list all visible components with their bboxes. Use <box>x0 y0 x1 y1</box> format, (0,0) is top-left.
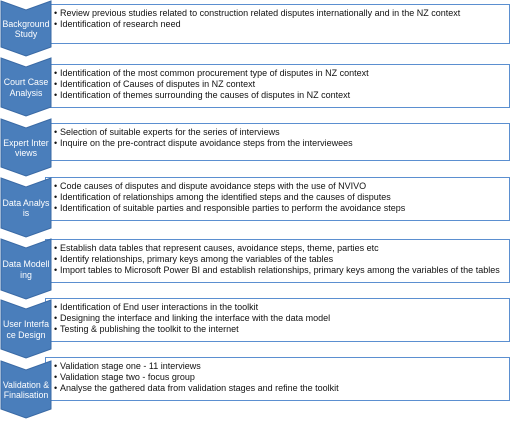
bullet-item: • Code causes of disputes and dispute avoidance steps with the use of NVIVO <box>54 181 503 192</box>
bullet-item: • Testing & publishing the toolkit to the internet <box>54 324 503 335</box>
bullet-item: • Selection of suitable experts for the series of interviews <box>54 127 503 138</box>
bullet-list <box>54 243 503 277</box>
stage-detail-box <box>45 298 510 342</box>
stage-label: User Interface Design <box>3 319 49 340</box>
bullet-list <box>54 8 503 30</box>
stage-detail-box <box>45 4 510 44</box>
bullet-item: • Establish data tables that represent causes, avoidance steps, theme, parties etc <box>54 243 503 254</box>
bullet-list <box>54 68 503 102</box>
bullet-item: • Review previous studies related to construction related disputes internationally and in the NZ context <box>54 8 503 19</box>
stage-detail-box <box>45 64 510 108</box>
bullet-item: • Import tables to Microsoft Power BI and establish relationships, primary keys among the variables of the tables <box>54 265 503 276</box>
stage-detail-box <box>45 239 510 283</box>
stage-detail-box <box>45 123 510 161</box>
bullet-list <box>54 302 503 336</box>
bullet-item: • Identification of suitable parties and responsible parties to perform the avoidance steps <box>54 203 503 214</box>
bullet-item: • Identification of relationships among the identified steps and the causes of disputes <box>54 192 503 203</box>
stage-label: Validation & Finalisation <box>2 379 50 400</box>
bullet-item: • Validation stage one - 11 interviews <box>54 361 503 372</box>
stage-detail-box <box>45 357 510 401</box>
bullet-item: • Validation stage two - focus group <box>54 372 503 383</box>
stage-label: Expert Interviews <box>3 137 49 158</box>
bullet-item: • Identification of Causes of disputes in NZ context <box>54 79 503 90</box>
bullet-item: • Identification of themes surrounding the causes of disputes in NZ context <box>54 90 503 101</box>
bullet-item: • Identification of research need <box>54 19 503 30</box>
stage-label: Data Analysis <box>2 197 50 218</box>
stage-label: Court Case Analysis <box>3 77 49 98</box>
bullet-list <box>54 181 503 215</box>
bullet-item: • Analyse the gathered data from validation stages and refine the toolkit <box>54 383 503 394</box>
bullet-list <box>54 127 503 149</box>
bullet-item: • Identify relationships, primary keys among the variables of the tables <box>54 254 503 265</box>
bullet-list <box>54 361 503 395</box>
bullet-item: • Identification of the most common procurement type of disputes in NZ context <box>54 68 503 79</box>
bullet-item: • Identification of End user interactions in the toolkit <box>54 302 503 313</box>
bullet-item: • Designing the interface and linking the interface with the data model <box>54 313 503 324</box>
stage-label: Background Study <box>2 18 50 39</box>
stage-label: Data Modelling <box>2 259 50 280</box>
bullet-item: • Inquire on the pre-contract dispute avoidance steps from the interviewees <box>54 138 503 149</box>
stage-detail-box <box>45 177 510 221</box>
